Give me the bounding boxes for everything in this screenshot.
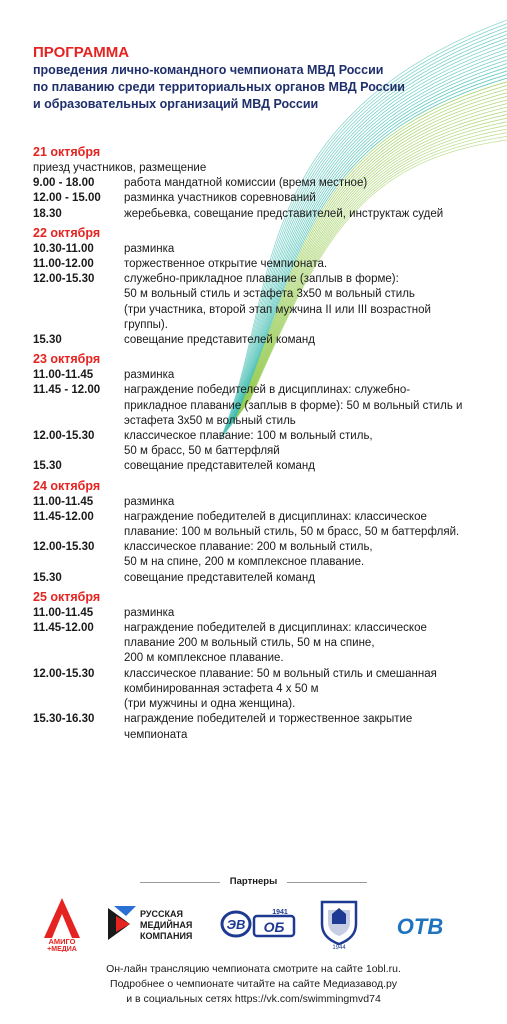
- partners-divider-right: [287, 882, 367, 883]
- ochsochb-logo: [220, 906, 296, 942]
- schedule-time: [33, 697, 124, 712]
- day-date: 22 октября: [33, 225, 101, 240]
- schedule-description: классическое плавание: 50 м вольный стиль и смешанная комбинированная эстафета 4 х 50 м: [124, 667, 437, 695]
- footer-line-2: Подробнее о чемпионате читайте на сайте Медиазавод.ру: [110, 978, 397, 990]
- schedule-row: [33, 429, 473, 444]
- day-block: [33, 351, 473, 474]
- schedule-row: [33, 495, 473, 510]
- schedule-description: разминка: [124, 369, 175, 382]
- schedule-time: 15.30-16.30: [33, 713, 95, 726]
- schedule-row: [33, 667, 473, 697]
- schedule-time: 12.00-15.30: [33, 541, 95, 554]
- partners-section: [0, 876, 507, 952]
- schedule-row: [33, 606, 473, 621]
- schedule-time: 9.00 - 18.00: [33, 177, 95, 190]
- schedule-time: 11.00-11.45: [33, 606, 94, 619]
- schedule-row: [33, 191, 473, 206]
- svg-text:ОБ: ОБ: [263, 919, 285, 935]
- schedule-row: [33, 459, 473, 474]
- schedule-time: 12.00 - 15.00: [33, 192, 101, 205]
- russian-media-company-logo: [106, 902, 198, 946]
- schedule-row: [33, 303, 473, 333]
- schedule-time: 11.45-12.00: [33, 510, 94, 523]
- schedule-row: [33, 510, 473, 540]
- schedule-row: [33, 242, 473, 257]
- schedule-row: [33, 651, 473, 666]
- program-title-block: [33, 44, 473, 113]
- schedule-time: 11.00-11.45: [33, 495, 94, 508]
- schedule-time: [33, 287, 124, 302]
- schedule-time: 10.30-11.00: [33, 242, 94, 255]
- svg-text:ОТВ: ОТВ: [396, 914, 444, 939]
- program-subtitle-line-2: по плаванию среди территориальных органов МВД России: [33, 80, 405, 94]
- schedule-description: классическое плавание: 100 м вольный стиль,: [124, 430, 373, 443]
- schedule-row: [33, 176, 473, 191]
- schedule-description: совещание представителей команд: [124, 460, 315, 473]
- program-heading: ПРОГРАММА: [33, 44, 130, 61]
- schedule-row: [33, 555, 473, 570]
- otv-logo: [386, 910, 454, 940]
- schedule-time: 12.00-15.30: [33, 430, 95, 443]
- schedule-description: совещание представителей команд: [124, 334, 315, 347]
- schedule-time: 15.30: [33, 334, 62, 347]
- schedule-row: [33, 697, 473, 712]
- svg-text:+МЕДИА: +МЕДИА: [47, 946, 77, 952]
- schedule-description: торжественное открытие чемпионата.: [124, 258, 328, 271]
- partner-logos: [0, 896, 507, 956]
- schedule-description: разминка участников соревнований: [124, 192, 316, 205]
- schedule-row: [33, 368, 473, 383]
- schedule-time: 12.00-15.30: [33, 273, 95, 286]
- schedule-description: совещание представителей команд: [124, 571, 315, 584]
- schedule-row: [33, 207, 473, 222]
- footer-info: [0, 962, 507, 1007]
- program-subtitle-line-3: и образовательных организаций МВД России: [33, 97, 319, 111]
- svg-text:ЭВ: ЭВ: [226, 917, 246, 932]
- svg-text:АМИГО: АМИГО: [48, 937, 76, 946]
- day-block: [33, 589, 473, 743]
- day-date: 24 октября: [33, 478, 101, 493]
- schedule-time: 12.00-15.30: [33, 667, 95, 680]
- schedule-row: [33, 383, 473, 429]
- day-date: 23 октября: [33, 352, 101, 367]
- day-intro-text: приезд участников, размещение: [33, 162, 207, 174]
- schedule-row: [33, 621, 473, 651]
- schedule-description: работа мандатной комиссии (время местное): [124, 177, 368, 190]
- day-block: [33, 225, 473, 348]
- schedule-time: 11.00-11.45: [33, 369, 94, 382]
- schedule-description: разминка: [124, 495, 175, 508]
- schedule-row: [33, 287, 473, 302]
- schedule-description: 50 м брасс, 50 м баттерфляй: [124, 445, 280, 458]
- schedule-time: [33, 651, 124, 666]
- schedule-description: (три участника, второй этап мужчина II или III возрастной группы).: [124, 303, 431, 331]
- schedule-time: 15.30: [33, 460, 62, 473]
- schedule-description: 200 м комплексное плавание.: [124, 652, 284, 665]
- amigo-media-logo: [40, 896, 84, 952]
- schedule-time: 11.00-12.00: [33, 258, 94, 271]
- schedule-time: [33, 303, 124, 333]
- schedule-description: служебно-прикладное плавание (заплыв в форме):: [124, 273, 399, 286]
- schedule-time: 15.30: [33, 571, 62, 584]
- mvd-coat-of-arms-logo: [310, 898, 368, 950]
- svg-text:1944: 1944: [332, 945, 346, 950]
- schedule-description: 50 м на спине, 200 м комплексное плавание.: [124, 556, 365, 569]
- program-subtitle-line-1: проведения лично-командного чемпионата МВД России: [33, 63, 384, 77]
- svg-text:1941: 1941: [272, 909, 288, 916]
- day-block: [33, 144, 473, 222]
- schedule-row: [33, 712, 473, 742]
- schedule-description: награждение победителей и торжественное закрытие чемпионата: [124, 713, 413, 741]
- schedule-row: [33, 444, 473, 459]
- schedule-row: [33, 540, 473, 555]
- schedule-row: [33, 257, 473, 272]
- schedule-description: разминка: [124, 242, 175, 255]
- schedule-time: [33, 555, 124, 570]
- schedule-description: классическое плавание: 200 м вольный стиль,: [124, 541, 373, 554]
- svg-text:РУССКАЯ: РУССКАЯ: [140, 909, 183, 919]
- schedule-description: разминка: [124, 606, 175, 619]
- svg-text:КОМПАНИЯ: КОМПАНИЯ: [140, 931, 193, 941]
- schedule-time: 18.30: [33, 207, 62, 220]
- day-date: 21 октября: [33, 145, 101, 159]
- schedule-time: [33, 444, 124, 459]
- footer-line-3: и в социальных сетях https://vk.com/swimmingmvd74: [126, 993, 381, 1005]
- day-date: 25 октября: [33, 589, 101, 604]
- schedule-description: награждение победителей в дисциплинах: классическое плавание 200 м вольный стиль, 50 м на спине,: [124, 622, 427, 650]
- schedule-description: награждение победителей в дисциплинах: служебно-прикладное плавание (заплыв в форме): 50 м вольный стиль и эстафета 3х50 м вольный стиль: [124, 384, 463, 427]
- schedule-time: 11.45-12.00: [33, 622, 94, 635]
- day-intro: [33, 161, 473, 176]
- partners-label: Партнеры: [229, 876, 278, 887]
- schedule-description: (три мужчины и одна женщина).: [124, 698, 296, 711]
- schedule-time: 11.45 - 12.00: [33, 384, 101, 397]
- footer-line-1: Он-лайн трансляцию чемпионата смотрите на сайте 1obl.ru.: [106, 963, 401, 975]
- day-block: [33, 478, 473, 586]
- schedule-description: 50 м вольный стиль и эстафета 3х50 м вольный стиль: [124, 288, 415, 301]
- schedule: [33, 144, 473, 746]
- svg-text:МЕДИЙНАЯ: МЕДИЙНАЯ: [140, 920, 193, 930]
- schedule-row: [33, 272, 473, 287]
- schedule-row: [33, 571, 473, 586]
- schedule-row: [33, 333, 473, 348]
- schedule-description: награждение победителей в дисциплинах: классическое плавание: 100 м вольный стиль, 50 м брасс, 50 м баттерфляй.: [124, 510, 460, 539]
- schedule-description: жеребьевка, совещание представителей, инструктаж судей: [124, 207, 444, 220]
